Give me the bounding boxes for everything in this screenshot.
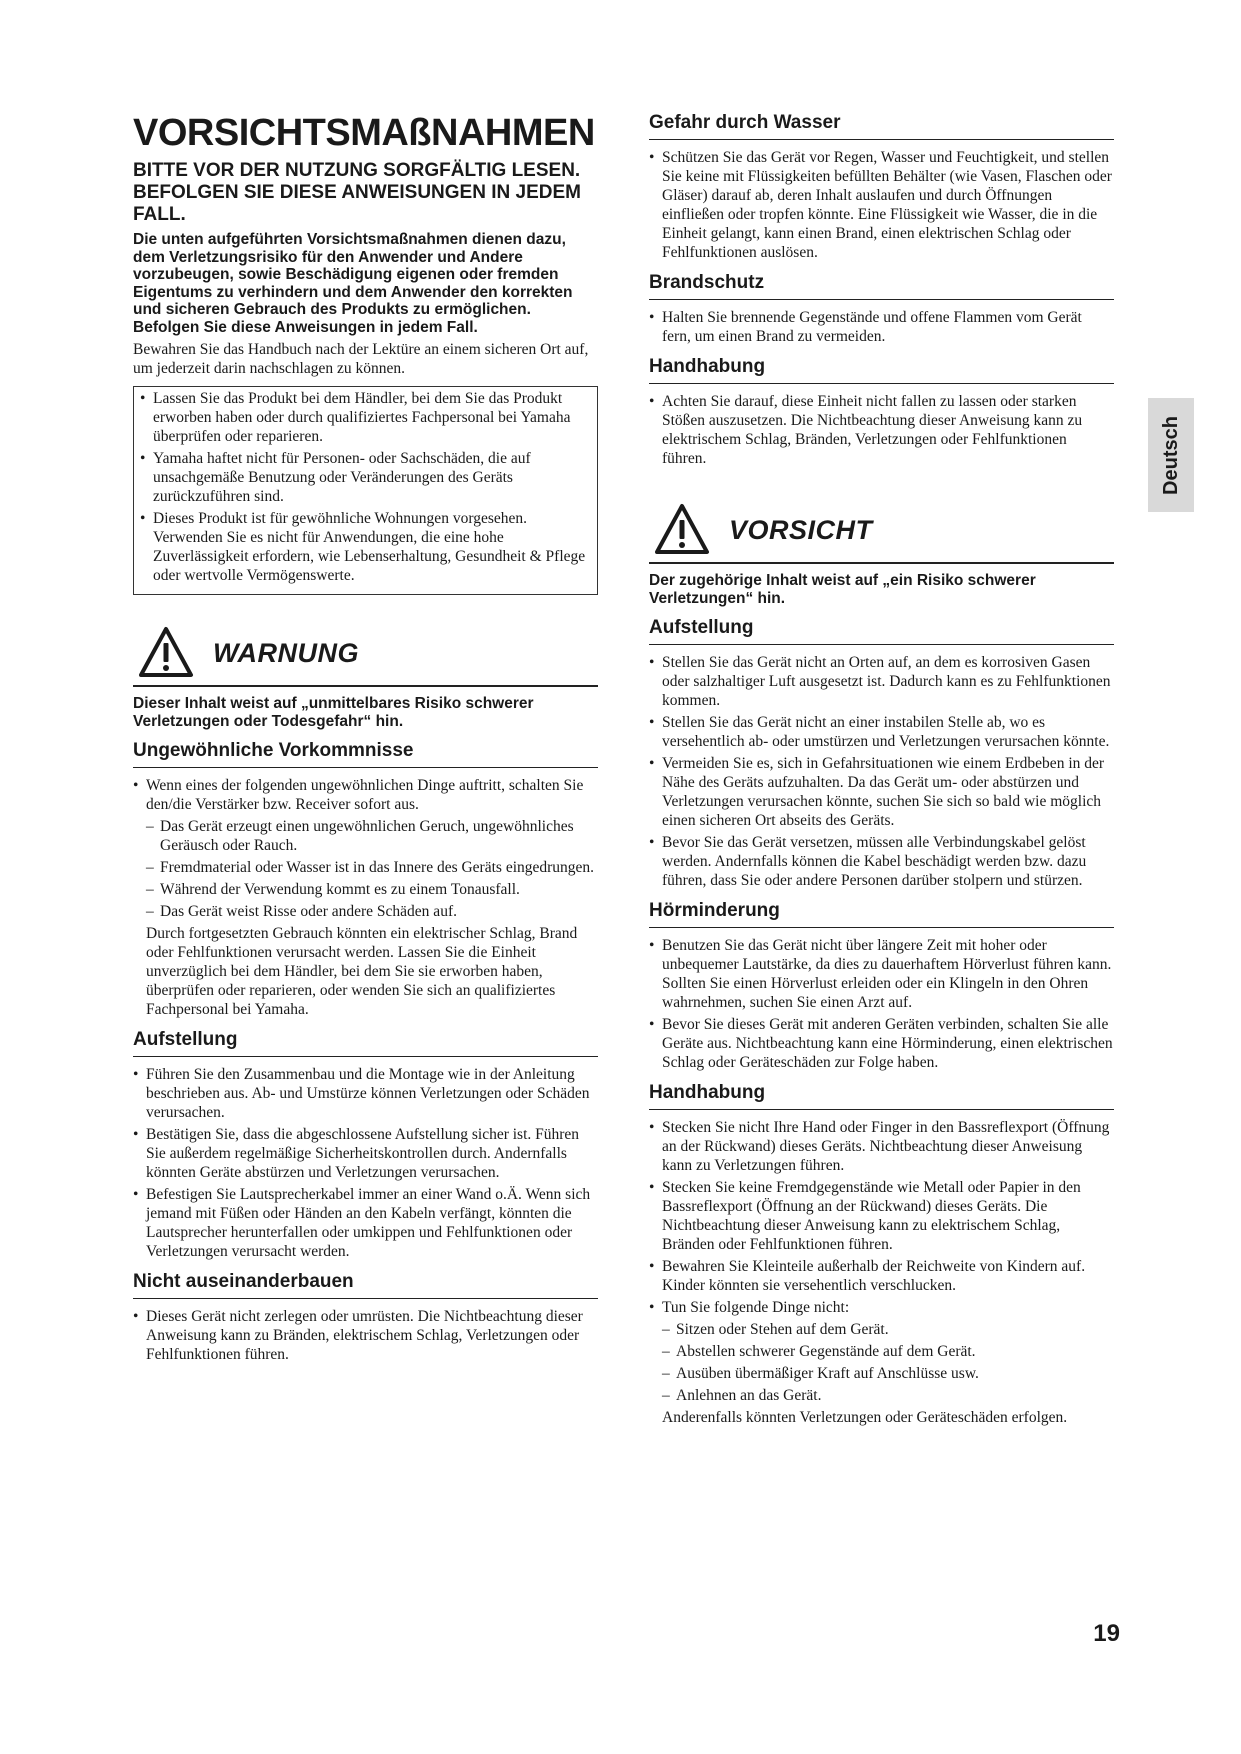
list-item: • Benutzen Sie das Gerät nicht über längere Zeit mit hoher oder unbequemer Lautstärke, da dies zu dauerhaftem Hörverlust führen kann. Sollten Sie einen Hörverlust erleiden oder ein Klingeln in den Ohren wahrnehmen, suchen Sie einen Arzt auf. (649, 936, 1114, 1012)
right-column (649, 100, 1114, 1430)
section-heading-setup: Aufstellung (133, 1029, 598, 1057)
setup-list (649, 653, 1114, 890)
list-item: • Führen Sie den Zusammenbau und die Montage wie in der Anleitung beschrieben aus. Ab- und Umstürze können Verletzungen oder Schäden verursachen. (133, 1065, 598, 1122)
list-item: • Bevor Sie dieses Gerät mit anderen Geräten verbinden, schalten Sie alle Geräte aus. Nichtbeachtung kann eine Hörminderung, einen elektrischen Schlag oder Geräteschäden zur Folge haben. (649, 1015, 1114, 1072)
handling-dash-list (662, 1320, 1114, 1405)
list-item: • Bestätigen Sie, dass die abgeschlossene Aufstellung sicher ist. Führen Sie außerdem regelmäßige Sicherheitskontrollen durch. Andernfalls könnten Geräte abstürzen und Verletzungen verursachen. (133, 1125, 598, 1182)
handling-after: Anderenfalls könnten Verletzungen oder Geräteschäden erfolgen. (662, 1409, 1068, 1426)
handling-2-list (649, 1118, 1114, 1427)
notice-list (140, 389, 589, 585)
list-item: • Bewahren Sie Kleinteile außerhalb der Reichweite von Kindern auf. Kinder könnten sie versehentlich verschlucken. (649, 1257, 1114, 1295)
notice-item: • Dieses Produkt ist für gewöhnliche Wohnungen vorgesehen. Verwenden Sie es nicht für Anwendungen, die eine hohe Zuverlässigkeit erfordern, wie Lebenserhaltung, Gesundheit & Pflege oder wertvolle Vermögenswerte. (140, 509, 589, 585)
list-item: • Halten Sie brennende Gegenstände und offene Flammen vom Gerät fern, um einen Brand zu vermeiden. (649, 308, 1114, 346)
list-item: • Achten Sie darauf, diese Einheit nicht fallen zu lassen oder starken Stößen auszusetzen. Die Nichtbeachtung dieser Anweisung kann zu elektrischem Schlag, Bränden, Verletzungen oder Fehlfunktionen führen. (649, 392, 1114, 468)
unusual-list (133, 776, 598, 1019)
dash-item: – Ausüben übermäßiger Kraft auf Anschlüsse usw. (662, 1364, 1114, 1383)
section-heading-unusual: Ungewöhnliche Vorkommnisse (133, 740, 598, 768)
caution-triangle-icon (653, 502, 711, 558)
page-title: VORSICHTSMAßNAHMEN (133, 112, 595, 154)
list-item: • Dieses Gerät nicht zerlegen oder umrüsten. Die Nichtbeachtung dieser Anweisung kann zu Bränden, elektrischem Schlag, Verletzungen oder Fehlfunktionen führen. (133, 1307, 598, 1364)
unusual-intro: Wenn eines der folgenden ungewöhnlichen Dinge auftritt, schalten Sie den/die Verstärker bzw. Receiver sofort aus. (146, 777, 584, 813)
hearing-list (649, 936, 1114, 1072)
list-item: • Vermeiden Sie es, sich in Gefahrsituationen wie einem Erdbeben in der Nähe des Geräts aufzuhalten. Da das Gerät um- oder abstürzen und Verletzungen verursachen könnte, suchen Sie sich so bald wie möglich einen sicheren Ort abseits des Geräts. (649, 754, 1114, 830)
dash-item: – Das Gerät erzeugt einen ungewöhnlichen Geruch, ungewöhnliches Geräusch oder Rauch. (146, 817, 598, 855)
list-item: • Stecken Sie nicht Ihre Hand oder Finger in den Bassreflexport (Öffnung an der Rückwand) dieses Geräts. Nichtbeachtung dieser Anweisung kann zu Verletzungen führen. (649, 1118, 1114, 1175)
unusual-dash-list (146, 817, 598, 921)
dash-item: – Anlehnen an das Gerät. (662, 1386, 1114, 1405)
language-tab (1148, 398, 1194, 512)
list-item: • Stecken Sie keine Fremdgegenstände wie Metall oder Papier in den Bassreflexport (Öffnung an der Rückwand) dieses Geräts. Die Nichtbeachtung dieser Anweisung kann zu elektrischem Schlag, Bränden oder Fehlfunktionen führen. (649, 1178, 1114, 1254)
unusual-after: Durch fortgesetzten Gebrauch könnten ein elektrischer Schlag, Brand oder Fehlfunktionen verursacht werden. Lassen Sie die Einheit unverzüglich bei dem Händler, bei dem Sie sie erworben haben, überprüfen oder reparieren, oder wenden Sie sich an qualifiziertes Fachpersonal bei Yamaha. (146, 925, 578, 1018)
dash-item: – Das Gerät weist Risse oder andere Schäden auf. (146, 902, 598, 921)
warning-header (133, 625, 598, 687)
section-heading-water: Gefahr durch Wasser (649, 112, 1114, 140)
section-heading-disassembly: Nicht auseinanderbauen (133, 1271, 598, 1299)
section-heading-handling: Handhabung (649, 356, 1114, 384)
caution-description: Der zugehörige Inhalt weist auf „ein Risiko schwerer Verletzungen“ hin. (649, 572, 1036, 607)
section-heading-setup: Aufstellung (649, 617, 1114, 645)
list-item (133, 776, 598, 1019)
intro-text: Bewahren Sie das Handbuch nach der Lektüre an einem sicheren Ort auf, um jederzeit darin nachschlagen zu können. (133, 341, 589, 377)
language-tab-label: Deutsch (1159, 415, 1182, 495)
fire-list (649, 308, 1114, 346)
left-column (133, 100, 598, 1367)
subtitle: BITTE VOR DER NUTZUNG SORGFÄLTIG LESEN. BEFOLGEN SIE DIESE ANWEISUNGEN IN JEDEM FALL. (133, 160, 581, 225)
intro-bold: Die unten aufgeführten Vorsichtsmaßnahmen dienen dazu, dem Verletzungsrisiko für den Anwender und Andere vorzubeugen, sowie Beschädigung eigenen oder fremden Eigentums zu verhindern und dem Anwender den korrekten und sicheren Gebrauch des Produkts zu ermöglichen. Befolgen Sie diese Anweisungen in jedem Fall. (133, 231, 573, 336)
warning-triangle-icon (137, 625, 195, 681)
water-list (649, 148, 1114, 262)
list-item: • Stellen Sie das Gerät nicht an einer instabilen Stelle ab, wo es versehentlich ab- oder umstürzen und Verletzungen verursachen könnte. (649, 713, 1114, 751)
list-item (649, 1298, 1114, 1427)
dash-item: – Sitzen oder Stehen auf dem Gerät. (662, 1320, 1114, 1339)
notice-item: • Lassen Sie das Produkt bei dem Händler, bei dem Sie das Produkt erworben haben oder durch qualifiziertes Fachpersonal bei Yamaha überprüfen oder reparieren. (140, 389, 589, 446)
handling-list (649, 392, 1114, 468)
section-heading-handling-2: Handhabung (649, 1082, 1114, 1110)
dash-item: – Abstellen schwerer Gegenstände auf dem Gerät. (662, 1342, 1114, 1361)
setup-list (133, 1065, 598, 1261)
notice-item: • Yamaha haftet nicht für Personen- oder Sachschäden, die auf unsachgemäße Benutzung oder Veränderungen des Geräts zurückzuführen sind. (140, 449, 589, 506)
section-heading-hearing: Hörminderung (649, 900, 1114, 928)
warning-label: WARNUNG (213, 637, 359, 668)
list-item: • Stellen Sie das Gerät nicht an Orten auf, an dem es korrosiven Gasen oder salzhaltiger Luft ausgesetzt ist. Dadurch kann es zu Fehlfunktionen kommen. (649, 653, 1114, 710)
handling-last-intro: Tun Sie folgende Dinge nicht: (662, 1299, 850, 1316)
section-heading-fire: Brandschutz (649, 272, 1114, 300)
disassembly-list (133, 1307, 598, 1364)
list-item: • Bevor Sie das Gerät versetzen, müssen alle Verbindungskabel gelöst werden. Andernfalls können die Kabel beschädigt werden bzw. dazu führen, dass Sie oder andere Personen darüber stolpern und stürzen. (649, 833, 1114, 890)
dash-item: – Während der Verwendung kommt es zu einem Tonausfall. (146, 880, 598, 899)
list-item: • Schützen Sie das Gerät vor Regen, Wasser und Feuchtigkeit, und stellen Sie keine mit Flüssigkeiten befüllten Behälter (wie Vasen, Flaschen oder Gläser) darauf ab, deren Inhalt auslaufen und durch Öffnungen einfließen oder tropfen könnte. Eine Flüssigkeit wie Wasser, die in die Einheit gelangt, kann einen Brand, einen elektrischen Schlag oder Fehlfunktionen auslösen. (649, 148, 1114, 262)
dash-item: – Fremdmaterial oder Wasser ist in das Innere des Geräts eingedrungen. (146, 858, 598, 877)
list-item: • Befestigen Sie Lautsprecherkabel immer an einer Wand o.Ä. Wenn sich jemand mit Füßen oder Händen an den Kabeln verfängt, könnten die Lautsprecher herunterfallen oder umkippen und Fehlfunktionen oder Verletzungen verursacht werden. (133, 1185, 598, 1261)
notice-box (133, 386, 598, 595)
warning-description: Dieser Inhalt weist auf „unmittelbares Risiko schwerer Verletzungen oder Todesgefahr“ hin. (133, 695, 534, 730)
caution-header (649, 502, 1114, 564)
page-number: 19 (1093, 1620, 1120, 1647)
caution-label: VORSICHT (729, 514, 873, 545)
